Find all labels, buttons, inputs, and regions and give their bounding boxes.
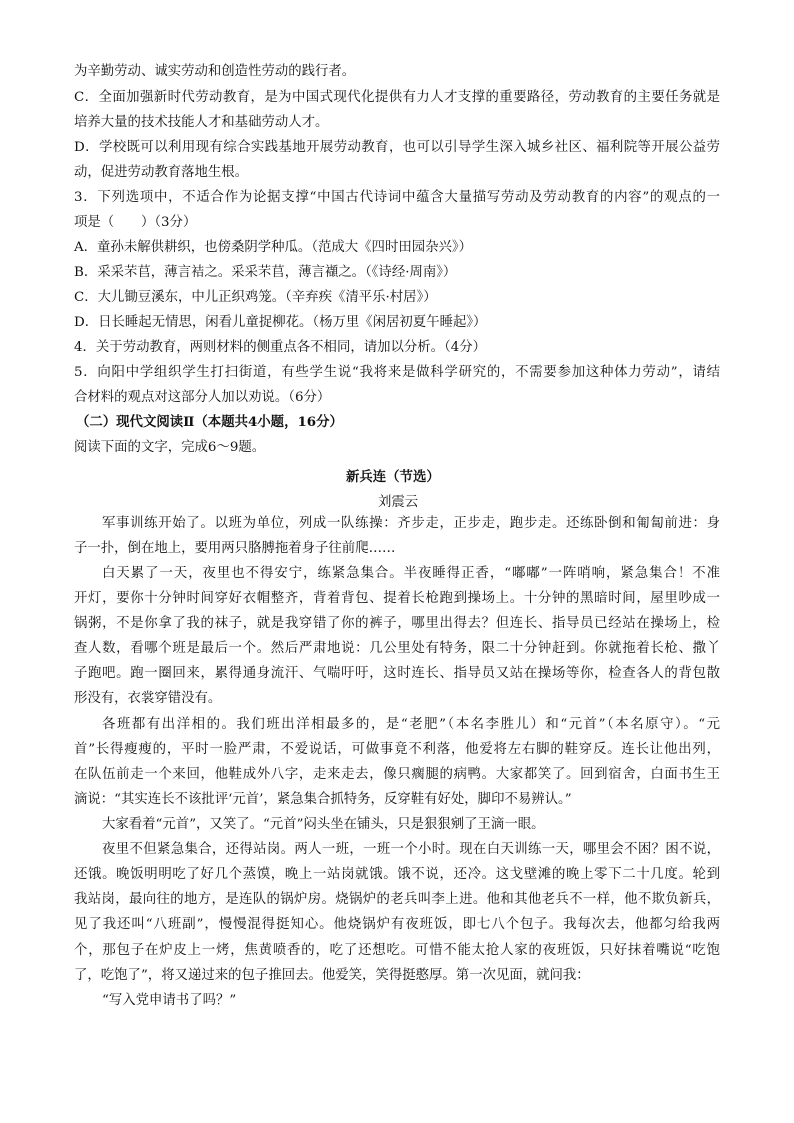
text-line: C．全面加强新时代劳动教育，是为中国式现代化提供有力人才支撑的重要路径，劳动教育的主要任务就是 [74,90,720,105]
paragraph-line: 白天累了一天，夜里也不得安宁，练紧急集合。半夜睡得正香，“嘟嘟”一阵哨响，紧急集合！不准 [102,566,720,581]
section-instruction: 阅读下面的文字，完成6～9题。 [74,440,266,455]
paragraph-line: 锅粥，不是你拿了我的袜子，就是我穿错了你的裤子，哪里出得去？但连长、指导员已经站在操场上，检 [74,616,720,631]
paragraph-line: 大家看着“元首”，又笑了。“元首”闷头坐在铺头，只是狠狠剜了王滴一眼。 [102,817,545,832]
paragraph-line: 滴说：“其实连长不该批评‘元首’，紧急集合抓特务，反穿鞋有好处，脚印不易辨认。” [74,792,572,807]
option-b: B．采采芣苢，薄言袺之。采采芣苢，薄言襭之。（《诗经·周南》） [74,265,457,280]
option-a: A．童孙未解供耕织，也傍桑阴学种瓜。（范成大《四时田园杂兴》） [74,240,472,255]
text-line: 合材料的观点对这部分人加以劝说。（6分） [74,390,331,405]
option-c: C．大儿锄豆溪东，中儿正织鸡笼。（辛弃疾《清平乐·村居》） [74,290,437,305]
paragraph-line: 形没有，衣裳穿错没有。 [74,691,222,706]
paragraph-line: 首”长得瘦瘦的，平时一脸严肃，不爱说话，可做事竟不利落，他爱将左右脚的鞋穿反。连长让他出列， [74,742,720,757]
paragraph-line: 子跑吧。跑一圈回来，累得通身流汗、气喘吁吁，这时连长、指导员又站在操场等你，检查各人的背包散 [74,666,720,681]
article-author: 刘震云 [378,495,419,510]
article-title: 新兵连（节选） [346,469,440,485]
question-3: 3．下列选项中，不适合作为论据支撑“中国古代诗词中蕴含大量描写劳动及劳动教育的内容”的观点的一 [74,190,720,205]
paragraph-line: 子一扑，倒在地上，要用两只胳膊拖着身子往前爬…… [74,541,396,556]
text-line: 培养大量的技术技能人才和基础劳动人才。 [74,115,329,130]
paragraph-line: 各班都有出洋相的。我们班出洋相最多的，是“老肥”（本名李胜儿）和“元首”（本名原守）。“元 [102,717,720,732]
paragraph-line: 夜里不但紧急集合，还得站岗。两人一班，一班一个小时。现在白天训练一天，哪里会不困？困不说， [102,842,720,857]
question-4: 4．关于劳动教育，两则材料的侧重点各不相同，请加以分析。（4分） [74,340,487,355]
paragraph-line: 我站岗，最向往的地方，是连队的锅炉房。烧锅炉的老兵叫李上进。他和其他老兵不一样，他不欺负新兵， [74,892,720,907]
paragraph-line: 在队伍前走一个来回，他鞋成外八字，走来走去，像只瘸腿的病鸭。大家都笑了。回到宿舍，白面书生王 [74,767,720,782]
text-line: 动，促进劳动教育落地生根。 [74,165,249,180]
paragraph-line: 个，那包子在炉皮上一烤，焦黄喷香的，吃了还想吃。可惜不能太抢人家的夜班饭，只好抹着嘴说“吃饱 [74,943,720,958]
text-line: 为辛勤劳动、诚实劳动和创造性劳动的践行者。 [74,64,356,79]
paragraph-line: 了，吃饱了”，将又递过来的包子推回去。他爱笑，笑得挺憨厚。第一次见面，就问我： [74,968,590,983]
option-d: D．日长睡起无情思，闲看儿童捉柳花。（杨万里《闲居初夏午睡起》） [74,315,487,330]
question-5: 5．向阳中学组织学生打扫街道，有些学生说“我将来是做科学研究的，不需要参加这种体力劳动”，请结 [74,365,720,380]
paragraph-line: 查人数，看哪个班是最后一个。然后严肃地说：几公里处有特务，限二十分钟赶到。你就拖着长枪、撒丫 [74,641,720,656]
paragraph-line: 开灯，要你十分钟时间穿好衣帽整齐，背着背包、提着长枪跑到操场上。十分钟的黑暗时间，屋里吵成一 [74,591,720,606]
text-line: 项是（ ）（3分） [74,215,197,230]
paragraph-line: 还饿。晚饭明明吃了好几个蒸馍，晚上一站岗就饿。饿不说，还冷。这戈壁滩的晚上零下二十几度。轮到 [74,867,720,882]
paragraph-line: 军事训练开始了。以班为单位，列成一队练操：齐步走，正步走，跑步走。还练卧倒和匍匐前进：身 [102,516,720,531]
text-line: D．学校既可以利用现有综合实践基地开展劳动教育，也可以引导学生深入城乡社区、福利院等开展公益劳 [74,140,720,155]
section-heading: （二）现代文阅读Ⅱ（本题共4小题，16分） [76,414,343,430]
paragraph-line: 见了我还叫“八班副”，慢慢混得挺知心。他烧锅炉有夜班饭，即七八个包子。我每次去，他都匀给我两 [74,917,720,932]
paragraph-line: “写入党申请书了吗？” [102,993,237,1008]
